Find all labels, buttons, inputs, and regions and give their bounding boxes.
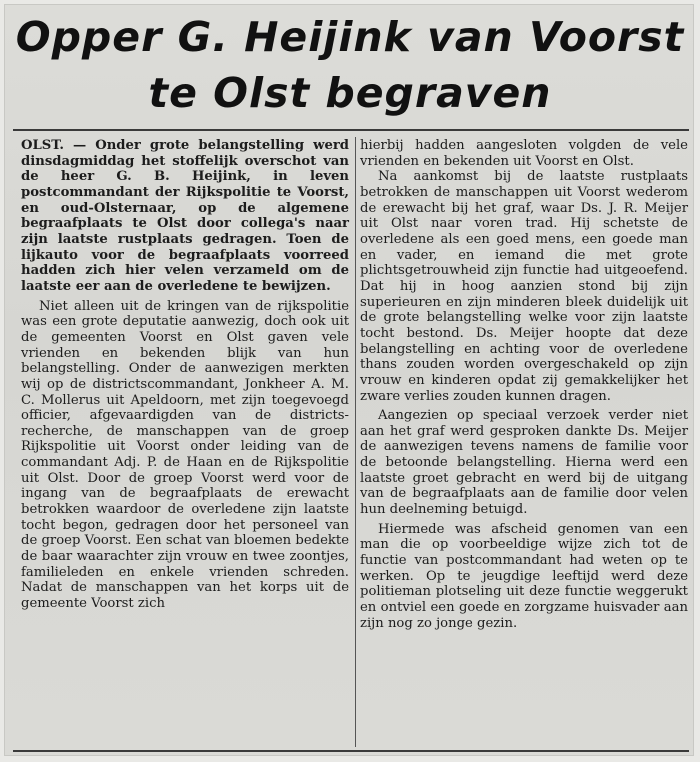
article-column-right	[360, 138, 688, 631]
body-paragraph: Aangezien op speciaal verzoek verder niet aan het graf werd gesproken dankte Ds. Meijer de aanwezigen tevens namens de familie voor de betoonde belangstelling. Hierna werd een laatste groet gebracht en werd bij de uitgang van de begraafplaats aan de familie door velen hun deelneming betuigd.	[360, 408, 688, 518]
top-rule	[13, 129, 689, 131]
column-divider	[355, 137, 356, 747]
headline-line-2: te Olst begraven	[148, 69, 552, 117]
headline-line-1: Opper G. Heijink van Voorst	[15, 13, 685, 61]
body-paragraph: Na aankomst bij de laatste rustplaats betrokken de manschappen uit Voorst wederom de erewacht bij het graf, waar Ds. J. R. Meijer uit Olst naar voren trad. Hij schetste de overledene als een goed mens, een goede man en vader, en iemand die met grote plichtsgetrouwheid zijn functie had uitgeoefend. Dat hij in hoog aanzien stond bij zijn superieuren en zijn minderen bleek duidelijk uit de grote belangstelling welke voor zijn laatste tocht bestond. Ds. Meijer hoopte dat deze belangstelling en achting voor de overledene thans zouden worden overgeschakeld op zijn vrouw en kinderen opdat zij gemakkelijker het zware verlies zouden kunnen dragen.	[360, 169, 688, 404]
newspaper-clipping	[4, 4, 694, 756]
body-paragraph: Hiermede was afscheid genomen van een man die op voorbeeldige wijze zich tot de functie van postcommandant had weten op te werken. Op te jeugdige leeftijd werd deze politieman plotseling uit deze functie weggerukt en ontviel een goede en zorgzame huisvader aan zijn nog zo jonge gezin.	[360, 521, 688, 631]
body-paragraph: hierbij hadden aangesloten volgden de vele vrienden en bekenden uit Voorst en Olst.	[360, 138, 688, 169]
bottom-rule	[13, 750, 689, 752]
body-paragraph: Niet alleen uit de kringen van de rijkspolitie was een grote deputatie aanwezig, doch ook uit de gemeenten Voorst en Olst gaven vele vrienden en bekenden blijk van hun belangstelling. Onder de aanwezigen merkten wij op de districtscommandant, Jonkheer A. M. C. Mollerus uit Apeldoorn, met zijn toegevoegd officier, afgevaardigden van de districts-recherche, de manschappen van de groep Rijkspolitie uit Voorst onder leiding van de commandant Adj. P. de Haan en de Rijkspolitie uit Olst. Door de groep Voorst werd voor de ingang van de begraafplaats de erewacht betrokken waardoor de overledene zijn laatste tocht begon, gedragen door het personeel van de groep Voorst. Een schat van bloemen bedekte de baar waarachter zijn vrouw en twee zoontjes, familieleden en enkele vrienden schreden. Nadat de manschappen van het korps uit de gemeente Voorst zich	[21, 298, 349, 612]
article-column-left	[21, 138, 349, 612]
lead-paragraph: OLST. — Onder grote belangstelling werd dinsdagmiddag het stoffelijk overschot van de heer G. B. Heijink, in leven postcommandant der Rijkspolitie te Voorst, en oud-Olsternaar, op de algemene begraafplaats te Olst door collega's naar zijn laatste rustplaats gedragen. Toen de lijkauto voor de begraafplaats voorreed hadden zich hier velen verzameld om de laatste eer aan de overledene te bewijzen.	[21, 138, 349, 294]
